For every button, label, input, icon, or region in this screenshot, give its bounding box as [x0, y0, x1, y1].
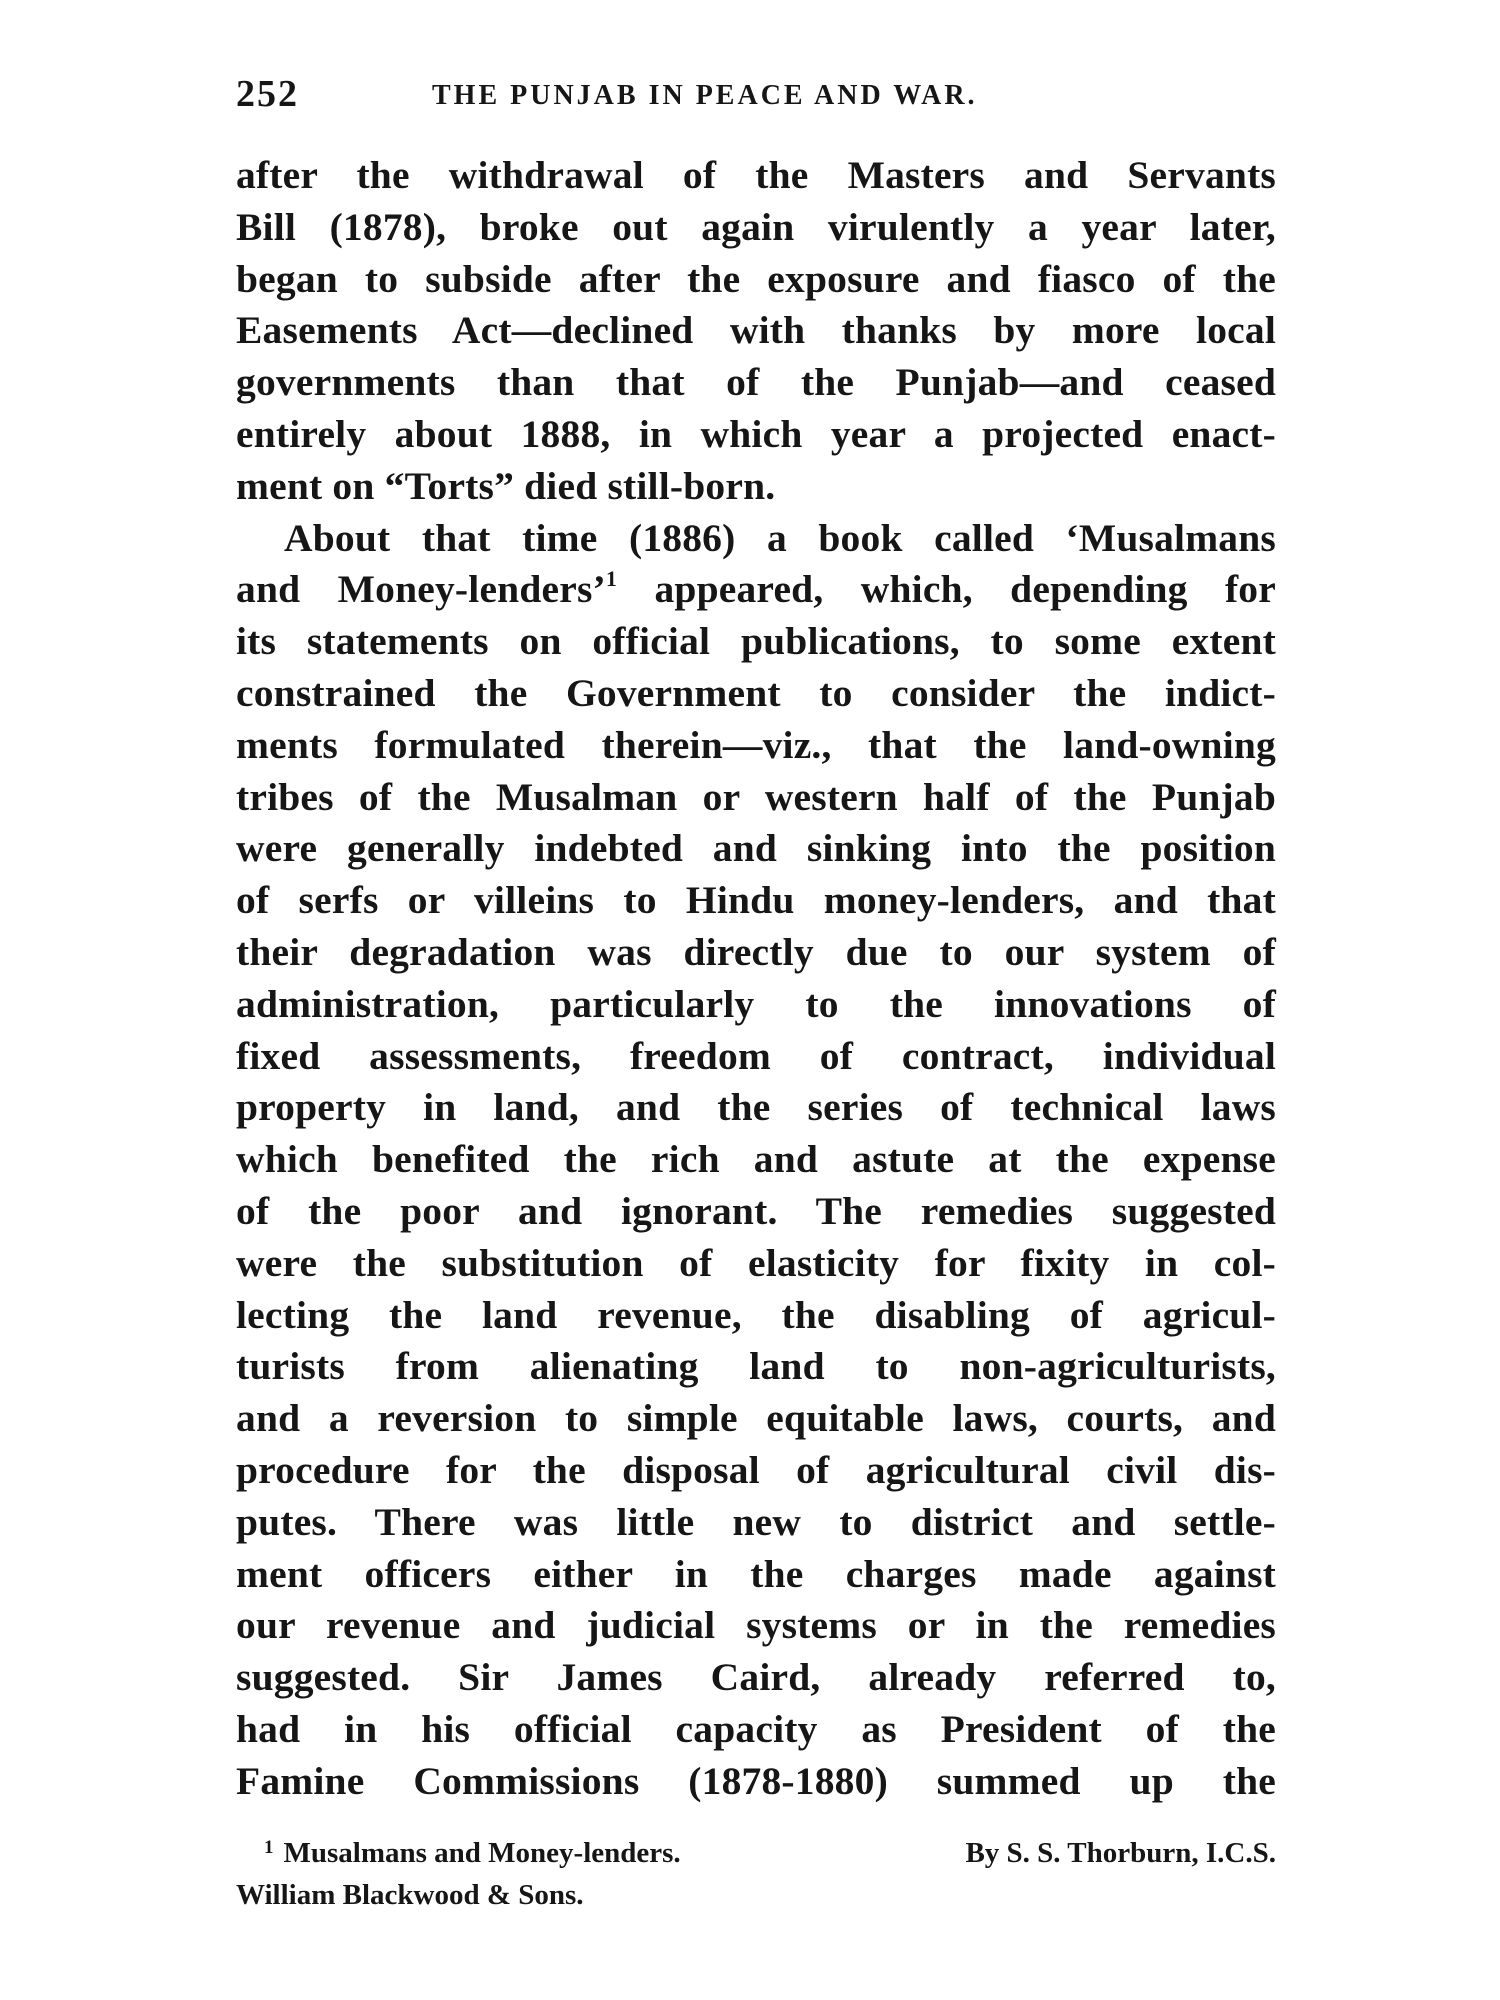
text-line: About that time (1886) a book called ‘Musalmans [284, 515, 1276, 560]
text-fragment: appeared, which, depending for [617, 567, 1276, 612]
running-title: THE PUNJAB IN PEACE AND WAR. [432, 80, 978, 111]
paragraph-1 [236, 150, 1276, 513]
text-line: had in his official capacity as President of the [236, 1706, 1276, 1751]
text-line: ments formulated therein—viz., that the land-owning [236, 722, 1276, 767]
text-line-with-footnote-ref [236, 564, 1276, 616]
text-line: constrained the Government to consider the indict- [236, 670, 1276, 715]
text-line: Easements Act—declined with thanks by more local [236, 308, 1276, 353]
footnote-author: By S. S. Thorburn, I.C.S. [965, 1837, 1276, 1869]
text-line: property in land, and the series of technical laws [236, 1085, 1276, 1130]
footnote-line [236, 1832, 1276, 1874]
text-line: which benefited the rich and astute at the expense [236, 1137, 1276, 1182]
running-head [236, 72, 1276, 122]
text-fragment: and Money-lenders’ [236, 567, 606, 612]
page-number: 252 [236, 73, 299, 115]
text-line: procedure for the disposal of agricultural civil dis- [236, 1447, 1276, 1492]
text-line: tribes of the Musalman or western half of the Punjab [236, 774, 1276, 819]
text-line: turists from alienating land to non-agriculturists, [236, 1344, 1276, 1389]
footnote-title: Musalmans and Money-lenders. [283, 1837, 681, 1869]
text-line: governments than that of the Punjab—and ceased [236, 360, 1276, 405]
text-line: ment on “Torts” died still-born. [236, 463, 776, 508]
body-text [236, 150, 1276, 1808]
text-line: began to subside after the exposure and fiasco of the [236, 256, 1276, 301]
text-line: after the withdrawal of the Masters and Servants [236, 153, 1276, 197]
text-line: ment officers either in the charges made against [236, 1551, 1276, 1596]
text-line: Famine Commissions (1878-1880) summed up the [236, 1758, 1276, 1803]
text-line: putes. There was little new to district and settle- [236, 1499, 1276, 1544]
text-line: their degradation was directly due to our system of [236, 929, 1276, 974]
text-line: administration, particularly to the innovations of [236, 981, 1276, 1026]
text-line: fixed assessments, freedom of contract, individual [236, 1033, 1276, 1078]
text-line: of the poor and ignorant. The remedies suggested [236, 1188, 1276, 1233]
text-line: were generally indebted and sinking into the position [236, 826, 1276, 871]
text-line: lecting the land revenue, the disabling of agricul- [236, 1292, 1276, 1337]
text-line: its statements on official publications, to some extent [236, 619, 1276, 664]
text-line: were the substitution of elasticity for fixity in col- [236, 1240, 1276, 1285]
text-line: of serfs or villeins to Hindu money-lenders, and that [236, 878, 1276, 923]
footnote-reference[interactable]: 1 [605, 566, 618, 592]
text-line: our revenue and judicial systems or in the remedies [236, 1603, 1276, 1648]
footnotes [236, 1832, 1276, 1916]
text-line: and a reversion to simple equitable laws, courts, and [236, 1396, 1276, 1441]
text-line: Bill (1878), broke out again virulently a year later, [236, 204, 1276, 249]
footnote-marker: 1 [264, 1837, 274, 1858]
paragraph-2 [236, 513, 1276, 1808]
text-line: entirely about 1888, in which year a projected enact- [236, 411, 1276, 456]
footnote-publisher: William Blackwood & Sons. [236, 1879, 584, 1911]
text-line: suggested. Sir James Caird, already referred to, [236, 1655, 1276, 1700]
